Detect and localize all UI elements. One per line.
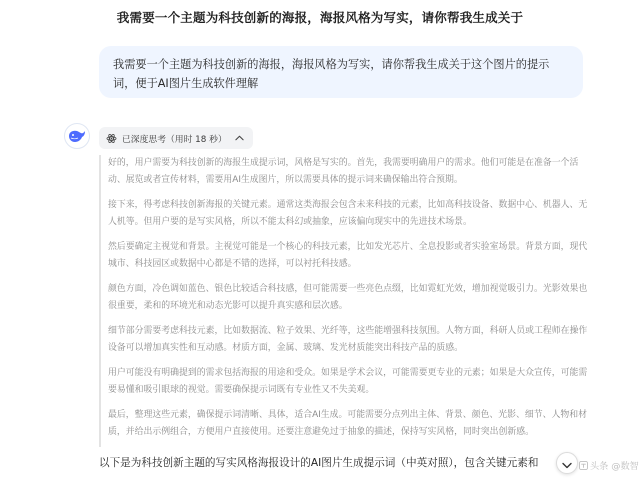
thinking-paragraph: 细节部分需要考虑科技元素，比如数据流、粒子效果、光纤等，这些能增强科技氛围。人物方面，科研人员或工程师在操作设备可以增加真实性和互动感。材质方面，金属、玻璃、发光材质能突出科技产品的质感。 (108, 326, 588, 353)
chevron-up-icon (235, 135, 244, 141)
answer-preview: 以下是为科技创新主题的写实风格海报设计的AI图片生成提示词（中英对照），包含关键元素和 (99, 457, 539, 469)
chat-title: 我需要一个主题为科技创新的海报，海报风格为写实，请你帮我生成关于 (116, 10, 524, 25)
thinking-paragraph: 颜色方面，冷色调如蓝色、银色比较适合科技感，但可能需要一些亮色点缀，比如霓虹光效，增加视觉吸引力。光影效果也很重要，柔和的环境光和动态光影可以提升真实感和层次感。 (108, 284, 588, 311)
toutiao-logo-icon (579, 461, 588, 470)
user-message-bubble: 我需要一个主题为科技创新的海报，海报风格为写实，请你帮我生成关于这个图片的提示词，便于AI图片生成软件理解 (99, 46, 583, 98)
whale-icon (64, 123, 90, 149)
thinking-paragraph: 接下来，得考虑科技创新海报的关键元素。通常这类海报会包含未来科技的元素，比如高科技设备、数据中心、机器人、无人机等。但用户要的是写实风格，所以不能太科幻或抽象，应该偏向现实中的先进技术场景。 (108, 200, 588, 227)
thinking-content (99, 155, 589, 447)
watermark (579, 458, 639, 472)
thinking-toggle-button[interactable] (99, 127, 253, 149)
chevron-down-icon (562, 454, 572, 473)
thinking-toggle-label: 已深度思考（用时 18 秒） (122, 134, 227, 145)
scroll-to-bottom-button[interactable] (556, 452, 578, 474)
atom-icon (106, 133, 117, 144)
thinking-paragraph: 好的，用户需要为科技创新的海报生成提示词，风格是写实的。首先，我需要明确用户的需求。他们可能是在准备一个活动、展览或者宣传材料，需要用AI生成图片，所以需要具体的提示词来确保输出符合预期。 (108, 158, 579, 185)
thinking-paragraph: 用户可能没有明确提到的需求包括海报的用途和受众。如果是学术会议，可能需要更专业的元素；如果是大众宣传，可能需要易懂和吸引眼球的视觉。需要确保提示词既有专业性又不失美观。 (108, 368, 588, 395)
thinking-paragraph: 然后要确定主视觉和背景。主视觉可能是一个核心的科技元素，比如发光芯片、全息投影或者实验室场景。背景方面，现代城市、科技园区或数据中心都是不错的选择，可以衬托科技感。 (108, 242, 588, 269)
thinking-paragraph: 最后，整理这些元素，确保提示词清晰、具体，适合AI生成。可能需要分点列出主体、背景、颜色、光影、细节、人物和材质，并给出示例组合，方便用户直接使用。还要注意避免过于抽象的描述，保持写实风格，同时突出创新感。 (108, 410, 588, 437)
whale-icon-graphic (68, 129, 86, 143)
watermark-text: 头条 @数智 (590, 461, 639, 472)
